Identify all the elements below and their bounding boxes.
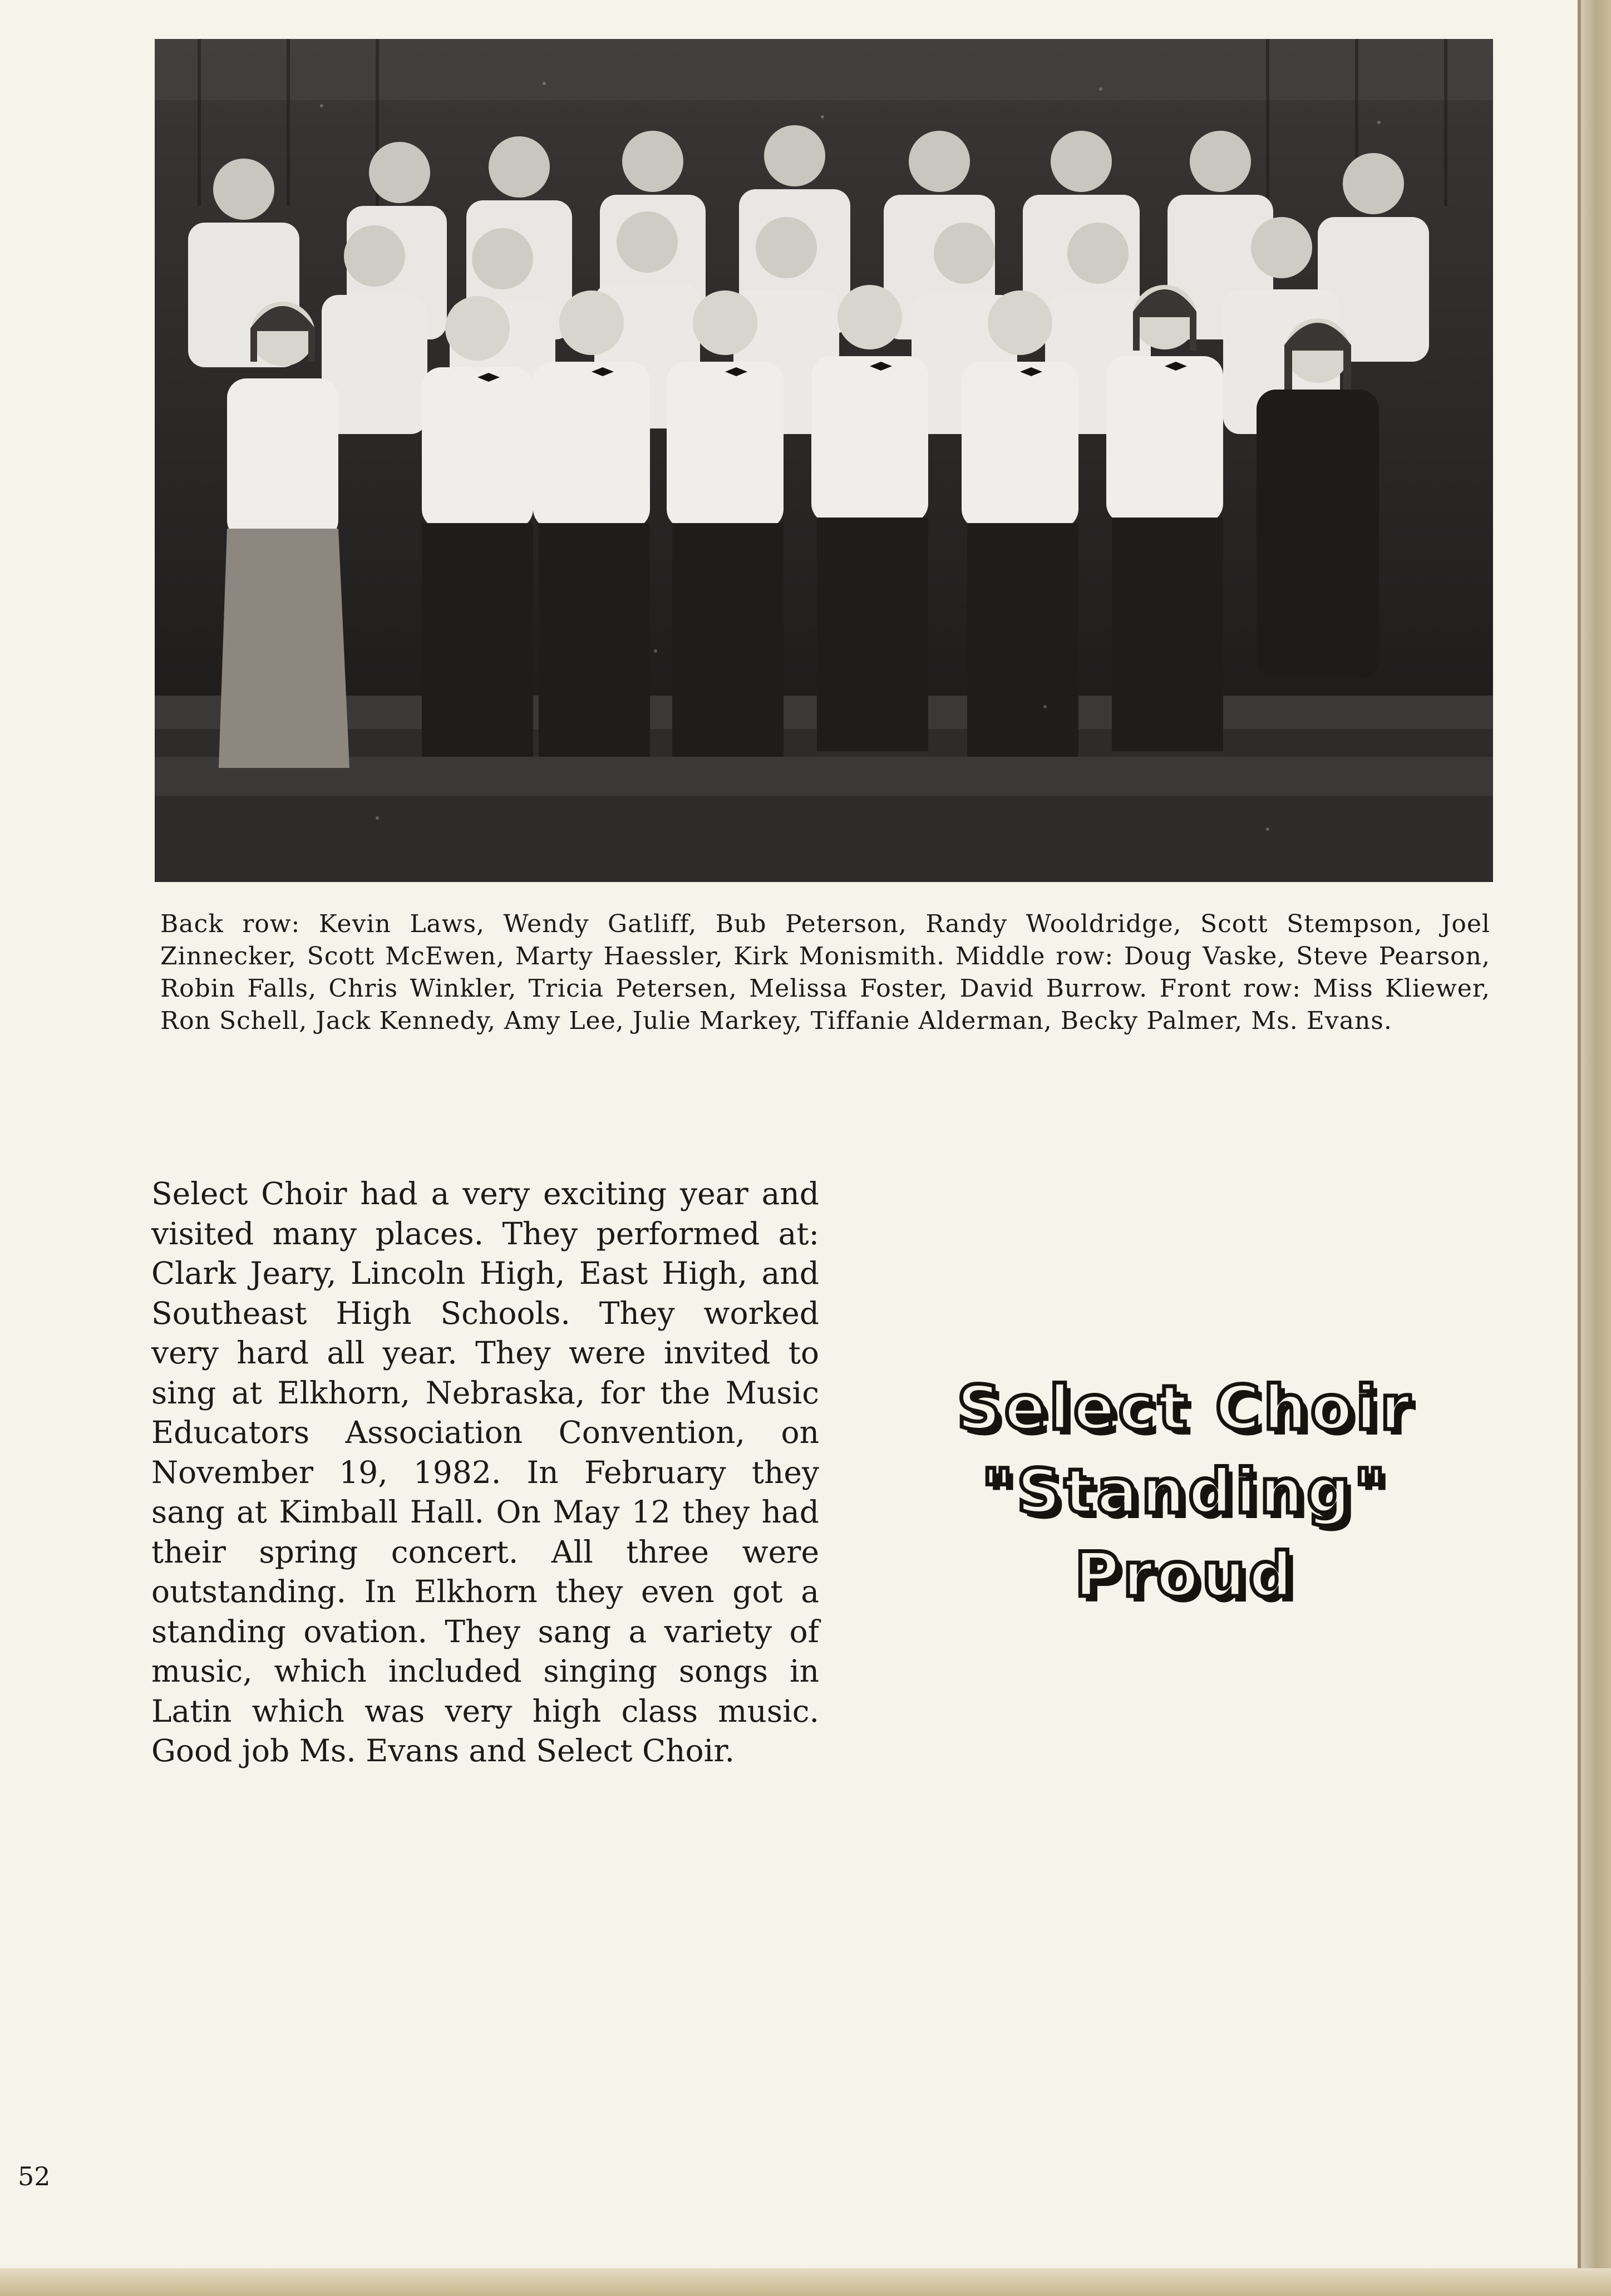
page-edge [1578,0,1611,2296]
headline [868,1366,1502,1617]
article-body: Select Choir had a very exciting year and visited many places. They performed at: Clark Jeary, Lincoln High, East High, and Southeast High Schools. They worked very hard all year. They were invited to sing at Elkhorn, Nebraska, for the Music Educators Association Convention, on November 19, 1982. In February they sang at Kimball Hall. On May 12 they had their spring concert. All three were outstanding. In Elkhorn they even got a standing ovation. They sang a variety of music, which included singing songs in Latin which was very high class music. Good job Ms. Evans and Select Choir. [151,1176,819,1768]
page-edge-shadow [1578,0,1581,2296]
headline-line-3: Proud [1075,1539,1296,1610]
page-number: 52 [18,2161,51,2191]
photo-caption: Back row: Kevin Laws, Wendy Gatliff, Bub Peterson, Randy Wooldridge, Scott Stempson, Joel Zinnecker, Scott McEwen, Marty Haessler, Kirk Monismith. Middle row: Doug Vaske, Steve Pearson, Robin Falls, Chris Winkler, Tricia Petersen, Melissa Foster, David Burrow. Front row: Miss Kliewer, Ron Schell, Jack Kennedy, Amy Lee, Julie Markey, Tiffanie Alderman, Becky Palmer, Ms. Evans. [160,910,1490,1035]
choir-photo-illustration [155,39,1493,882]
choir-photo [155,39,1493,882]
headline-line-2: "Standing" [981,1456,1390,1527]
headline-line-1: Select Choir [957,1372,1414,1443]
bottom-edge [0,2268,1611,2296]
